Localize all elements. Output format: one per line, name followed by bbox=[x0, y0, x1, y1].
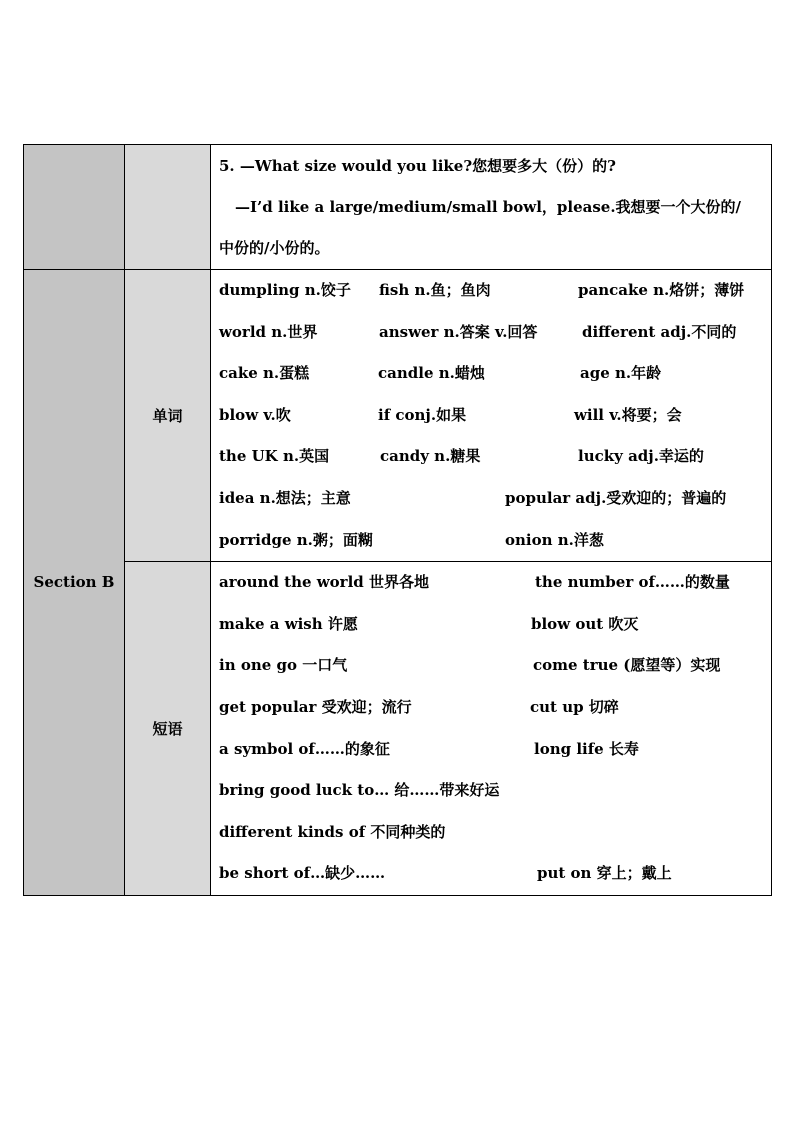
phrase-row: a symbol of……的象征 long life 长寿 bbox=[219, 739, 639, 758]
vocabulary-table bbox=[23, 144, 772, 896]
vocab-row: world n.世界 answer n.答案 v.回答 different adj.不同的 bbox=[219, 322, 737, 341]
intro-cell bbox=[211, 145, 772, 270]
phrase-row: get popular 受欢迎；流行 cut up 切碎 bbox=[219, 697, 619, 716]
vocab-row: cake n.蛋糕 candle n.蜡烛 age n.年龄 bbox=[219, 364, 662, 383]
intro-line-1: 5. —What size would you like?您想要多大（份）的? bbox=[219, 157, 616, 175]
intro-line-2: —I’d like a large/medium/small bowl，please.我想要一个大份的/ bbox=[235, 198, 742, 216]
intro-line-3: 中份的/小份的。 bbox=[219, 239, 330, 257]
phrases-cell bbox=[211, 562, 772, 896]
empty-side-cell bbox=[24, 145, 125, 270]
phrase-row: bring good luck to… 给……带来好运 bbox=[219, 781, 500, 800]
section-label: Section B bbox=[24, 270, 125, 896]
phrase-row: make a wish 许愿 blow out 吹灭 bbox=[219, 614, 639, 633]
phrase-row: around the world 世界各地 the number of……的数量 bbox=[219, 573, 730, 592]
vocab-row: porridge n.粥；面糊 onion n.洋葱 bbox=[219, 530, 604, 549]
vocab-row: idea n.想法；主意 popular adj.受欢迎的；普遍的 bbox=[219, 488, 727, 507]
vocab-row: blow v.吹 if conj.如果 will v.将要；会 bbox=[219, 405, 682, 424]
vocab-cell bbox=[211, 270, 772, 562]
vocab-row: dumpling n.饺子 fish n.鱼；鱼肉 pancake n.烙饼；薄饼 bbox=[219, 281, 745, 299]
vocab-row: the UK n.英国 candy n.糖果 lucky adj.幸运的 bbox=[219, 447, 704, 466]
phrase-row: in one go 一口气 come true (愿望等）实现 bbox=[219, 656, 721, 675]
vocab-label: 单词 bbox=[125, 270, 211, 562]
empty-label-cell bbox=[125, 145, 211, 270]
phrase-row: be short of…缺少…… put on 穿上；戴上 bbox=[219, 864, 672, 883]
phrase-row: different kinds of 不同种类的 bbox=[219, 822, 446, 841]
phrases-label: 短语 bbox=[125, 562, 211, 896]
